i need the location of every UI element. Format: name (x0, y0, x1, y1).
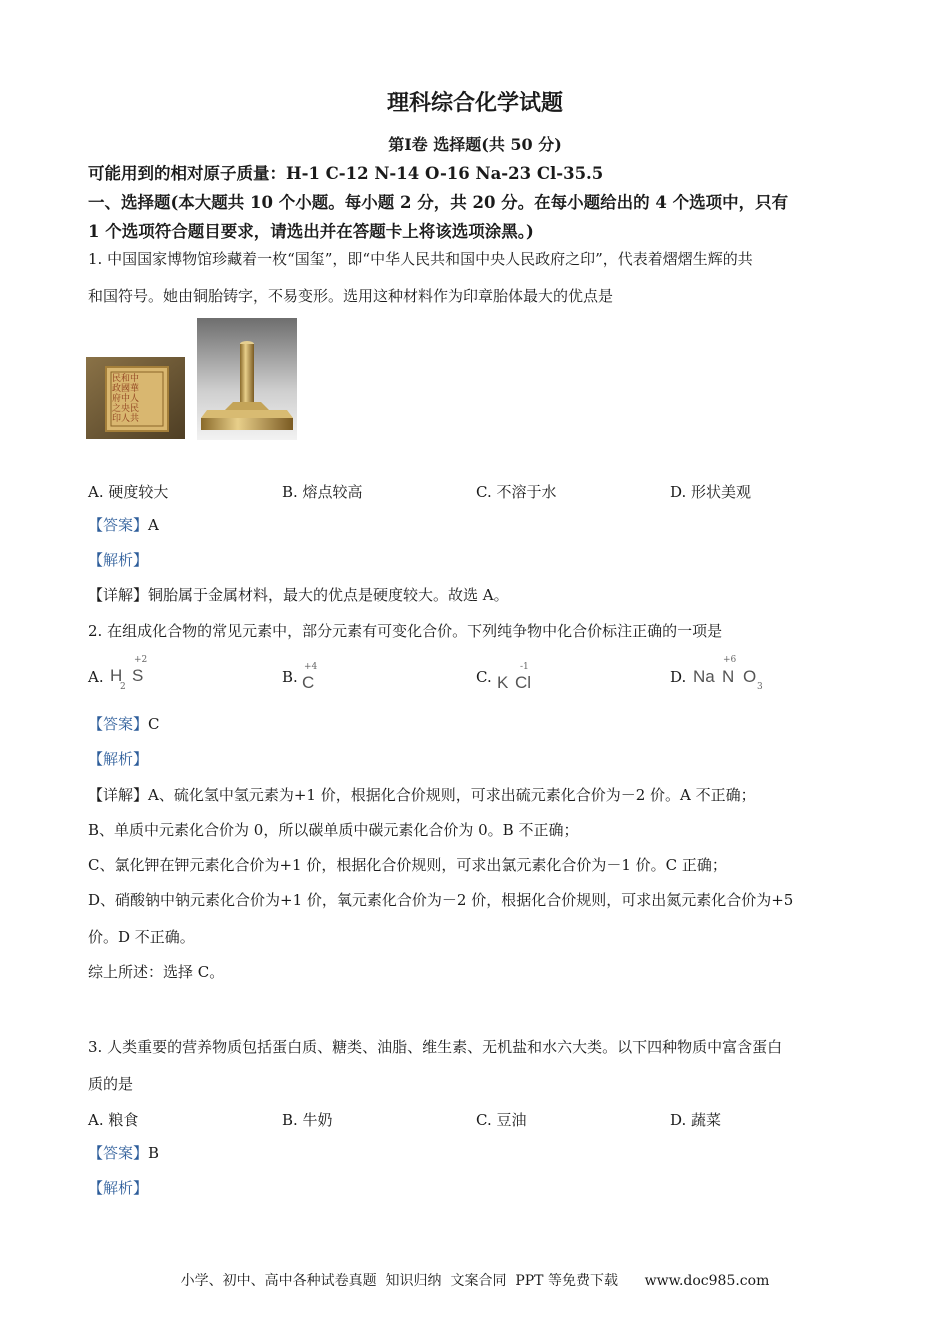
seal-row: 民和中 (112, 374, 140, 384)
q1-detail (88, 585, 509, 605)
q1-option-d: D. 形状美观 (670, 483, 752, 501)
q1-option-c: C. 不溶于水 (476, 483, 557, 501)
q2-option-d-subscript: 3 (757, 682, 763, 692)
q2-stem: 2. 在组成化合物的常见元素中，部分元素有可变化合价。下列纯争物中化合价标注正确的一项是 (88, 622, 723, 640)
answer-tag: 【答案】 (88, 1144, 149, 1162)
q2-option-a-valence: +2 (134, 655, 148, 665)
seal-characters (112, 374, 139, 424)
q2-option-a-label: A. (88, 668, 104, 686)
q2-option-b-valence: +4 (304, 662, 318, 672)
q2-option-d-element: N (722, 667, 735, 686)
q3-option-d: D. 蔬菜 (670, 1111, 722, 1129)
q3-option-c: C. 豆油 (476, 1111, 527, 1129)
part-header-line2: 1 个选项符合题目要求，请选出并在答题卡上将该选项涂黑。) (88, 222, 534, 241)
q1-option-b: B. 熔点较高 (282, 483, 363, 501)
formula-h: H (110, 666, 123, 685)
q2-detail-line3: C、氯化钾在钾元素化合价为+1 价，根据化合价规则，可求出氯元素化合价为－1 价。C 正确； (88, 856, 727, 874)
q2-answer-value: C (148, 715, 160, 733)
seal-row: 政國華 (112, 384, 140, 394)
q2-detail-line2: B、单质中元素化合价为 0，所以碳单质中碳元素化合价为 0。B 不正确； (88, 821, 579, 839)
q2-detail-text: A、硫化氢中氢元素为+1 价，根据化合价规则，可求出硫元素化合价为－2 价。A 不正确； (148, 786, 756, 804)
q1-option-a: A. 硬度较大 (88, 483, 169, 501)
q2-option-b-label: B. (282, 668, 298, 686)
seal-row: 印人共 (112, 414, 140, 424)
q3-option-a: A. 粮食 (88, 1111, 139, 1129)
q1-detail-text: 铜胎属于金属材料，最大的优点是硬度较大。故选 A。 (148, 586, 509, 604)
q2-option-d-prefix: Na (693, 667, 715, 686)
q2-detail-line5: 价。D 不正确。 (88, 928, 195, 946)
q2-option-d-label: D. (670, 668, 687, 686)
seal-row: 府中人 (112, 394, 140, 404)
q2-detail-line4: D、硝酸钠中钠元素化合价为+1 价，氧元素化合价为－2 价，根据化合价规则，可求出氮元素化合价为+5 (88, 891, 794, 909)
q2-conclusion: 综上所述：选择 C。 (88, 963, 225, 981)
q2-answer (88, 714, 160, 734)
q3-answer (88, 1143, 159, 1163)
answer-tag: 【答案】 (88, 516, 149, 534)
seal-face-image (86, 357, 185, 439)
q3-stem-line2: 质的是 (88, 1075, 134, 1093)
seal-row: 之央民 (112, 404, 140, 414)
q3-analysis-tag: 【解析】 (88, 1179, 149, 1197)
q1-stem-line1: 1. 中国国家博物馆珍藏着一枚“国玺”，即“中华人民共和国中央人民政府之印”，代表着熠熠生辉的共 (88, 250, 753, 268)
q3-option-b: B. 牛奶 (282, 1111, 333, 1129)
q1-stem-line2: 和国符号。她由铜胎铸字，不易变形。选用这种材料作为印章胎体最大的优点是 (88, 287, 614, 305)
section-title: 第Ⅰ卷 选择题(共 50 分) (388, 135, 562, 154)
q2-option-c-label: C. (476, 668, 492, 686)
seal-side-image (197, 318, 297, 440)
q2-option-b-element: C (302, 673, 315, 692)
q2-analysis-tag: 【解析】 (88, 750, 149, 768)
q2-option-d-suffix: O (743, 667, 757, 686)
q2-option-c-prefix: K (497, 673, 509, 692)
answer-tag: 【答案】 (88, 715, 149, 733)
detail-tag: 【详解】 (88, 786, 149, 804)
q1-analysis-tag: 【解析】 (88, 551, 149, 569)
q2-option-c-element: Cl (515, 673, 532, 692)
q1-answer-value: A (148, 516, 159, 534)
q2-option-c-valence: -1 (520, 662, 529, 672)
q2-option-a-element: S (132, 666, 144, 685)
q3-stem-line1: 3. 人类重要的营养物质包括蛋白质、糖类、油脂、维生素、无机盐和水六大类。以下四种物质中富含蛋白 (88, 1038, 783, 1056)
part-header-line1: 一、选择题(本大题共 10 个小题。每小题 2 分，共 20 分。在每小题给出的 4 个选项中，只有 (88, 193, 789, 212)
q1-answer (88, 515, 159, 535)
page-title: 理科综合化学试题 (386, 90, 563, 116)
q2-detail-line1 (88, 785, 756, 805)
q3-answer-value: B (148, 1144, 160, 1162)
q2-option-a-subscript: 2 (120, 682, 126, 692)
q2-option-d-valence: +6 (723, 655, 737, 665)
detail-tag: 【详解】 (88, 586, 149, 604)
atomic-mass-line: 可能用到的相对原子质量：H-1 C-12 N-14 O-16 Na-23 Cl-35.5 (88, 164, 604, 183)
page-footer: 小学、初中、高中各种试卷真题 知识归纳 文案合同 PPT 等免费下载 www.doc985.com (180, 1273, 770, 1289)
